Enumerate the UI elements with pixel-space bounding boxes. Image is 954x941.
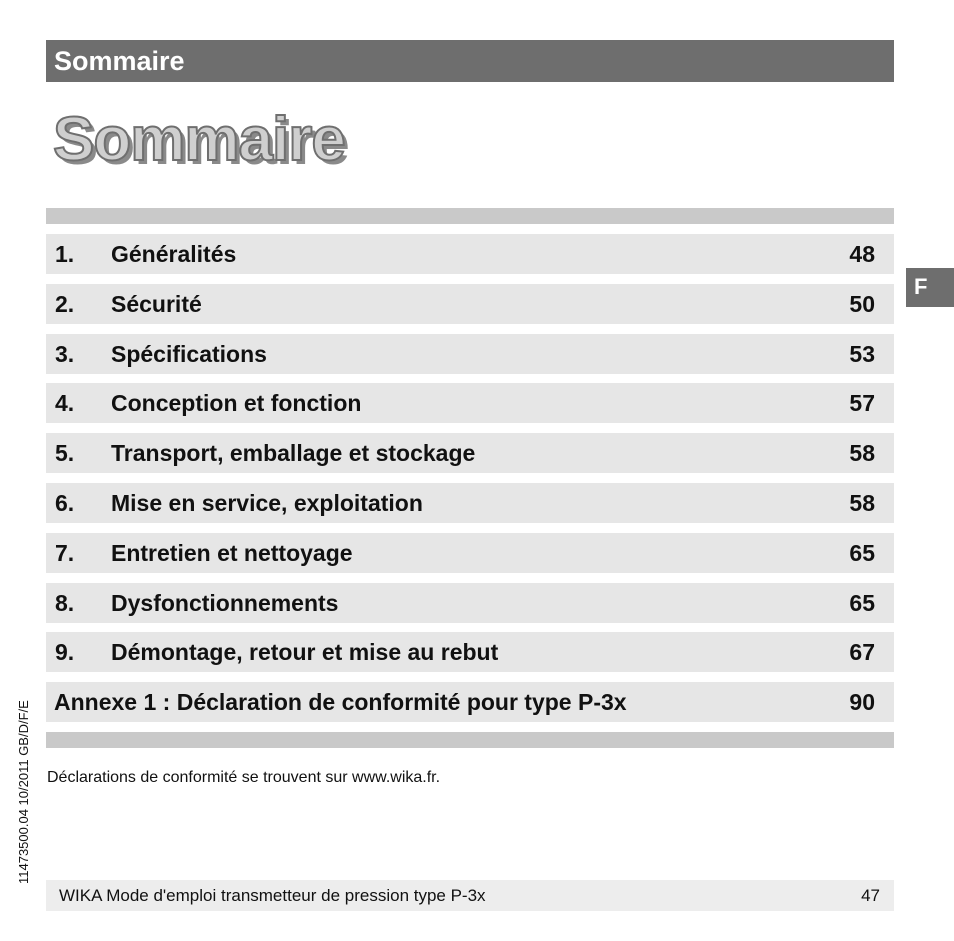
toc-page-number: 67 (849, 639, 875, 666)
toc-number: 8. (55, 589, 75, 616)
conformity-note: Déclarations de conformité se trouvent sur www.wika.fr. (47, 769, 441, 786)
toc-title: Généralités (111, 241, 237, 267)
toc-title: Mise en service, exploitation (111, 489, 423, 516)
toc-number: 4. (55, 390, 75, 417)
toc-title: Annexe 1 : Déclaration de conformité pour type P-3x (54, 689, 627, 716)
table-of-contents (46, 234, 894, 732)
toc-page-number: 57 (849, 390, 875, 417)
toc-title: Dysfonctionnements (111, 589, 339, 616)
toc-entry[interactable] (46, 533, 894, 573)
toc-number: 2. (55, 290, 75, 317)
toc-page-number: 48 (849, 241, 875, 267)
bottom-divider (46, 732, 894, 748)
page-footer (46, 880, 894, 911)
toc-number: 9. (55, 639, 75, 666)
toc-page-number: 65 (849, 589, 875, 616)
toc-title: Conception et fonction (111, 390, 362, 417)
toc-entry[interactable] (46, 583, 894, 623)
toc-page-number: 65 (849, 539, 875, 566)
toc-entry[interactable] (46, 284, 894, 324)
toc-number: 1. (55, 241, 75, 267)
toc-entry-annex[interactable] (46, 682, 894, 722)
section-header-bar (46, 40, 894, 82)
footer-page-number: 47 (861, 886, 880, 905)
toc-entry[interactable] (46, 632, 894, 672)
toc-page-number: 50 (849, 290, 875, 317)
toc-number: 3. (55, 340, 75, 367)
toc-entry[interactable] (46, 234, 894, 274)
toc-title: Spécifications (111, 340, 267, 367)
toc-title: Entretien et nettoyage (111, 539, 353, 566)
toc-page-number: 53 (849, 340, 875, 367)
toc-number: 5. (55, 440, 75, 467)
document-code: 11473500.04 10/2011 GB/D/F/E (16, 700, 31, 884)
toc-page-number: 58 (849, 440, 875, 467)
language-tab-label: F (914, 274, 928, 299)
top-divider (46, 208, 894, 224)
toc-title: Démontage, retour et mise au rebut (111, 639, 499, 666)
toc-page-number: 90 (849, 689, 875, 716)
footer-text: WIKA Mode d'emploi transmetteur de pression type P-3x (59, 886, 486, 905)
toc-title: Transport, emballage et stockage (111, 440, 476, 467)
toc-title: Sécurité (111, 290, 202, 317)
section-header-label: Sommaire (54, 46, 185, 76)
language-tab (906, 268, 954, 307)
toc-entry[interactable] (46, 334, 894, 374)
toc-entry[interactable] (46, 383, 894, 423)
toc-entry[interactable] (46, 483, 894, 523)
toc-number: 6. (55, 489, 75, 516)
toc-page-number: 58 (849, 489, 875, 516)
page-title: Sommaire (53, 105, 345, 174)
toc-number: 7. (55, 539, 75, 566)
toc-entry[interactable] (46, 433, 894, 473)
